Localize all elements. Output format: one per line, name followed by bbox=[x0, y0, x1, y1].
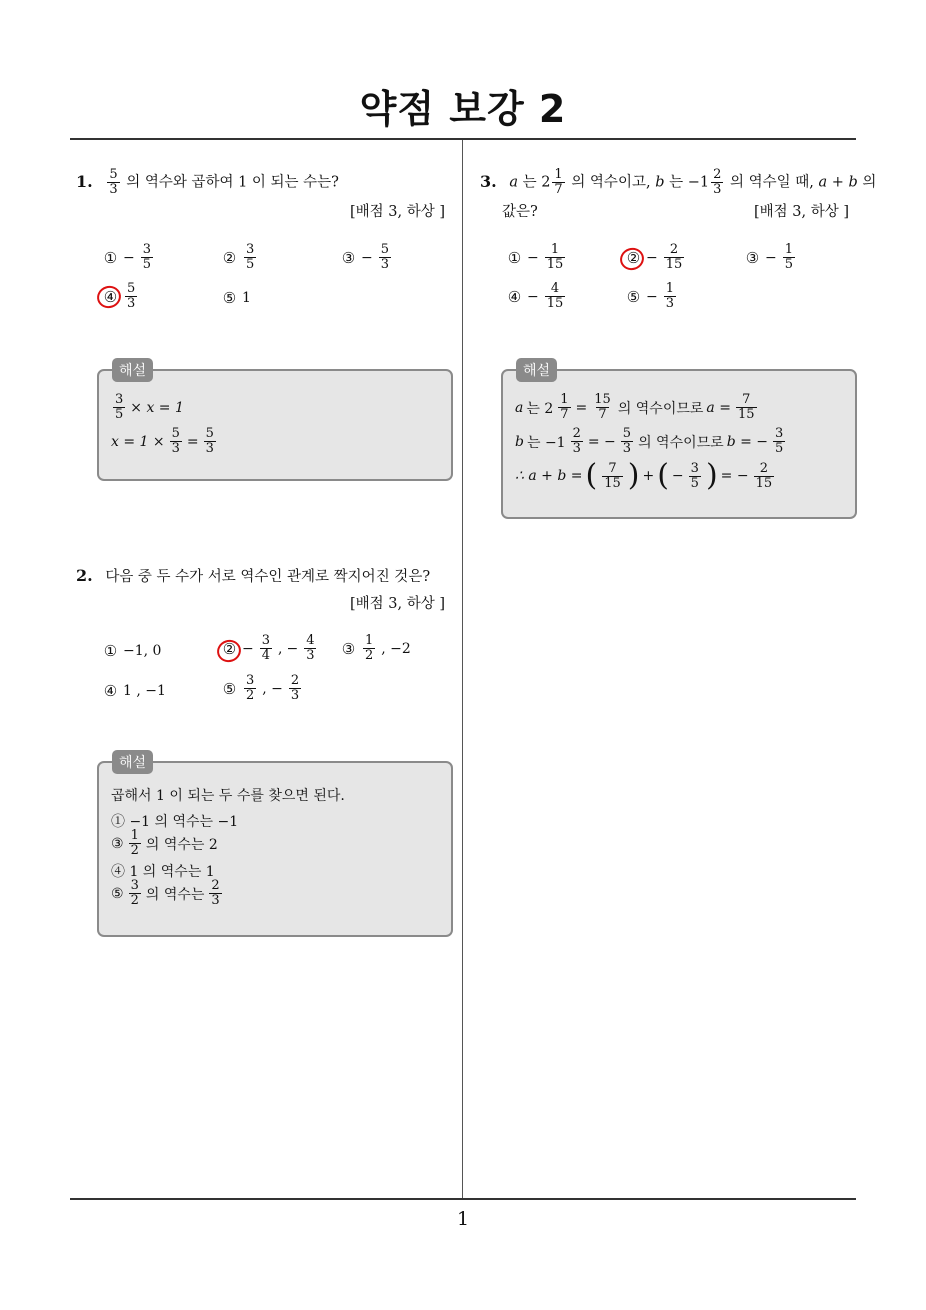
page-title: 약점 보강 2 bbox=[359, 87, 567, 131]
solution-line: ① −1 의 역수는 −1 bbox=[111, 814, 239, 830]
footer-rule bbox=[70, 1198, 856, 1200]
solution-line: a 는 2 $\frac{1}{7}$ = $\frac{15}{7}$ 의 역수이므로 a = $\frac{7}{15}$ bbox=[515, 392, 755, 422]
solution-box bbox=[501, 369, 857, 519]
question-1 bbox=[76, 168, 339, 197]
q1-option-2[interactable]: ② $\frac{3}{5}$ bbox=[222, 242, 255, 272]
solution-line: ∴ a + b = ( $\frac{7}{15}$ ) + ( − $\frac{3}{5}$ ) = − $\frac{2}{15}$ bbox=[515, 458, 773, 493]
solution-line: 곱해서 1 이 되는 두 수를 찾으면 된다. bbox=[111, 788, 345, 804]
question-text: 의 역수와 곱하여 1 이 되는 수는? bbox=[126, 174, 339, 191]
solution-line: x = 1 × $\frac{5}{3}$ = $\frac{5}{3}$ bbox=[111, 426, 214, 456]
question-text-line2: 값은? bbox=[502, 204, 538, 220]
page-number: 1 bbox=[456, 1208, 470, 1230]
q1-option-3[interactable]: ③ − $\frac{5}{3}$ bbox=[341, 242, 390, 272]
solution-box bbox=[97, 369, 453, 481]
score-meta: [배점 3, 하상 ] bbox=[350, 204, 446, 220]
fraction: $\frac{5}{3}$ bbox=[109, 167, 118, 197]
question-number: 2. bbox=[76, 566, 93, 585]
score-meta: [배점 3, 하상 ] bbox=[754, 204, 850, 220]
q1-option-1[interactable]: ① − $\frac{3}{5}$ bbox=[103, 242, 152, 272]
header-rule bbox=[70, 138, 856, 140]
q1-option-5[interactable]: ⑤ 1 bbox=[222, 289, 251, 307]
solution-tag: 해설 bbox=[112, 750, 153, 774]
solution-tag: 해설 bbox=[516, 358, 557, 382]
score-meta: [배점 3, 하상 ] bbox=[350, 596, 446, 612]
q3-option-5[interactable]: ⑤ − $\frac{1}{3}$ bbox=[626, 281, 675, 311]
solution-line: $\frac{3}{5}$ × x = 1 bbox=[115, 392, 184, 422]
q2-option-5[interactable]: ⑤ $\frac{3}{2}$ , − $\frac{2}{3}$ bbox=[222, 673, 300, 703]
solution-tag: 해설 bbox=[112, 358, 153, 382]
q2-option-4[interactable]: ④ 1 , −1 bbox=[103, 682, 166, 700]
question-text: 다음 중 두 수가 서로 역수인 관계로 짝지어진 것은? bbox=[105, 569, 431, 585]
q3-option-2[interactable]: ② − $\frac{2}{15}$ bbox=[626, 242, 683, 272]
question-3: 3. a 는 2 $\frac{1}{7}$ 의 역수이고, b 는 −1 $\frac{2}{3}$ 의 역수일 때, a + b 의 bbox=[480, 167, 877, 197]
q2-option-3[interactable]: ③ $\frac{1}{2}$ , −2 bbox=[341, 633, 411, 663]
solution-line: ③ $\frac{1}{2}$ 의 역수는 2 bbox=[111, 828, 218, 858]
question-number: 1. bbox=[76, 171, 93, 191]
q3-option-3[interactable]: ③ − $\frac{1}{5}$ bbox=[745, 242, 794, 272]
q3-option-1[interactable]: ① − $\frac{1}{15}$ bbox=[507, 242, 564, 272]
question-number: 3. bbox=[480, 171, 497, 191]
q2-option-2[interactable]: ② − $\frac{3}{4}$ , − $\frac{4}{3}$ bbox=[222, 633, 315, 663]
column-divider bbox=[462, 140, 463, 1200]
question-2 bbox=[76, 564, 430, 589]
solution-line: b 는 −1 $\frac{2}{3}$ = − $\frac{5}{3}$ 의 역수이므로 b = − $\frac{3}{5}$ bbox=[515, 426, 784, 456]
q3-option-4[interactable]: ④ − $\frac{4}{15}$ bbox=[507, 281, 564, 311]
q2-option-1[interactable]: ① −1, 0 bbox=[103, 642, 162, 660]
solution-line: ④ 1 의 역수는 1 bbox=[111, 864, 215, 880]
solution-line: ⑤ $\frac{3}{2}$ 의 역수는 $\frac{2}{3}$ bbox=[111, 878, 220, 908]
solution-box bbox=[97, 761, 453, 937]
q1-option-4[interactable]: ④ $\frac{5}{3}$ bbox=[103, 281, 136, 311]
